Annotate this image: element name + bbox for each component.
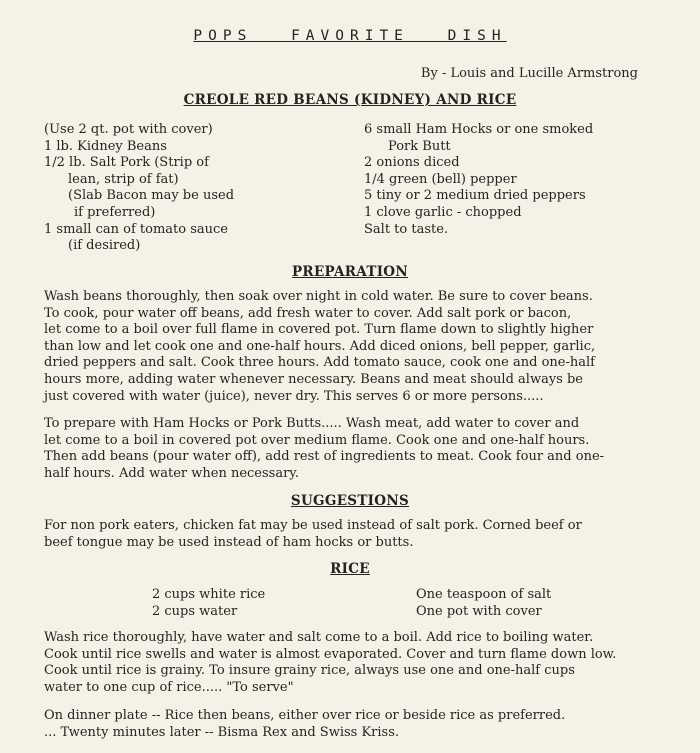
ingredient-line: (if desired)	[68, 238, 141, 254]
text-line: Wash rice thoroughly, have water and salt come to a boil. Add rice to boiling water.	[44, 630, 594, 645]
rice-ingredient: 2 cups water	[152, 603, 238, 619]
ingredient-line: 1 lb. Kidney Beans	[44, 138, 167, 154]
text-line: just covered with water (juice), never dry. This serves 6 or more persons.....	[44, 388, 544, 404]
rice-heading: RICE	[330, 561, 370, 577]
ingredient-line: (Slab Bacon may be used	[68, 188, 235, 204]
rice-ingredient: 2 cups white rice	[152, 587, 266, 602]
text-line: ... Twenty minutes later -- Bisma Rex and Swiss Kriss.	[44, 724, 400, 740]
ingredient-line: lean, strip of fat)	[68, 171, 179, 187]
ingredient-line: Salt to taste.	[364, 221, 449, 237]
text-line: Cook until rice is grainy. To insure grainy rice, always use one and one-half cups	[44, 663, 575, 679]
text-line: half hours. Add water when necessary.	[44, 465, 300, 481]
rice-ingredients-left	[152, 587, 265, 620]
text-line: On dinner plate -- Rice then beans, either over rice or beside rice as preferred.	[44, 708, 566, 723]
recipe-title: CREOLE RED BEANS (KIDNEY) AND RICE	[183, 92, 517, 108]
suggestions-heading: SUGGESTIONS	[290, 493, 410, 509]
ingredient-line: 1 small can of tomato sauce	[44, 221, 228, 237]
text-line: let come to a boil in covered pot over medium flame. Cook one and one-half hours.	[44, 432, 590, 448]
serving-note	[44, 708, 684, 741]
ingredient-line: if preferred)	[74, 204, 156, 220]
text-line: For non pork eaters, chicken fat may be used instead of salt pork. Corned beef or	[44, 518, 582, 533]
text-line: than low and let cook one and one-half hours. Add diced onions, bell pepper, garlic,	[44, 338, 596, 354]
preparation-paragraph-2	[44, 416, 684, 482]
text-line: Then add beans (pour water off), add rest of ingredients to meat. Cook four and one-	[44, 449, 605, 465]
ingredient-line: 6 small Ham Hocks or one smoked	[364, 122, 594, 137]
ingredient-line: 5 tiny or 2 medium dried peppers	[364, 188, 586, 204]
ingredients-left	[44, 122, 234, 255]
text-line: Cook until rice swells and water is almost evaporated. Cover and turn flame down low.	[44, 646, 617, 662]
rice-ingredients-right	[416, 587, 551, 620]
text-line: hours more, adding water whenever necessary. Beans and meat should always be	[44, 371, 583, 387]
text-line: beef tongue may be used instead of ham hocks or butts.	[44, 534, 414, 550]
byline: By - Louis and Lucille Armstrong	[420, 66, 638, 81]
ingredient-line: 1 clove garlic - chopped	[364, 204, 522, 220]
preparation-paragraph-1	[44, 289, 684, 405]
text-line: To prepare with Ham Hocks or Pork Butts..... Wash meat, add water to cover and	[44, 416, 580, 431]
ingredient-line: 1/2 lb. Salt Pork (Strip of	[44, 155, 209, 171]
ingredient-line: Pork Butt	[388, 138, 451, 154]
suggestions-paragraph	[44, 518, 684, 551]
rice-ingredient: One pot with cover	[416, 603, 542, 619]
text-line: To cook, pour water off beans, add fresh water to cover. Add salt pork or bacon,	[44, 305, 572, 321]
text-line: let come to a boil over full flame in covered pot. Turn flame down to slightly higher	[44, 322, 594, 338]
text-line: dried peppers and salt. Cook three hours. Add tomato sauce, cook one and one-half	[44, 355, 595, 371]
rice-directions	[44, 630, 684, 696]
ingredient-line: 1/4 green (bell) pepper	[364, 171, 517, 187]
text-line: Wash beans thoroughly, then soak over night in cold water. Be sure to cover beans.	[44, 289, 593, 304]
text-line: water to one cup of rice..... "To serve"	[44, 679, 294, 695]
ingredients-right	[364, 122, 593, 238]
preparation-heading: PREPARATION	[291, 264, 409, 280]
page-title: POPS FAVORITE DISH	[193, 28, 507, 44]
ingredient-line: (Use 2 qt. pot with cover)	[44, 122, 213, 137]
ingredient-line: 2 onions diced	[364, 155, 460, 171]
rice-ingredient: One teaspoon of salt	[416, 587, 552, 602]
